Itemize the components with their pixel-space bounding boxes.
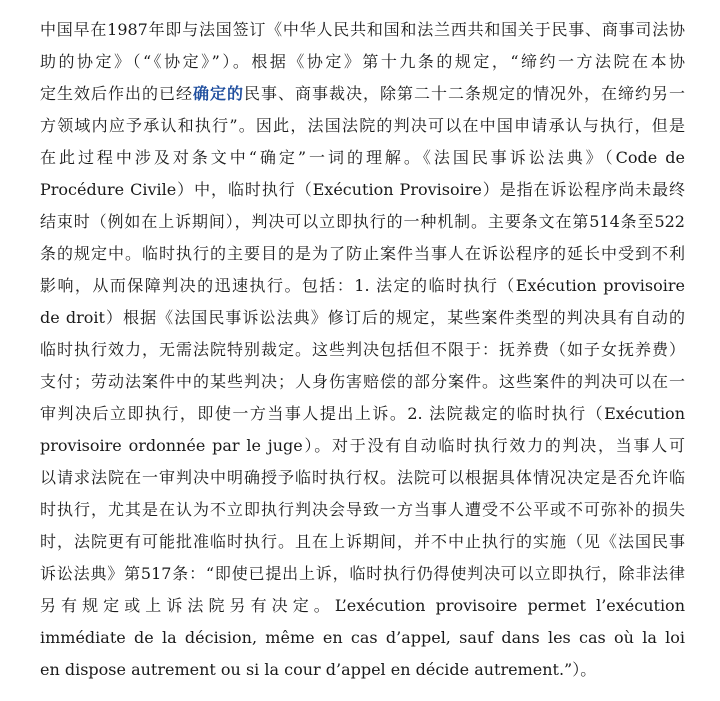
text-line: [40, 558, 685, 590]
text-line: [40, 206, 685, 238]
text-line: [40, 590, 685, 622]
text-line: [40, 270, 685, 302]
text-segment: 方领域内应予承认和执行”。因此，法国法院的判决可以在中国申请承认与执行，但是: [40, 116, 685, 135]
text-line: [40, 110, 685, 142]
text-segment: en dispose autrement ou si la cour d’appel en décide autrement.”）。: [40, 660, 597, 679]
text-segment: 助的协定》（“《协定》”）。根据《协定》第十九条的规定，“缔约一方法院在本协: [40, 52, 685, 71]
text-line: [40, 334, 685, 366]
text-segment: 审判决后立即执行，即使一方当事人提出上诉。2. 法院裁定的临时执行（Exécution: [40, 404, 685, 423]
text-line: [40, 462, 685, 494]
text-line: [40, 622, 685, 654]
text-segment: de droit）根据《法国民事诉讼法典》修订后的规定，某些案件类型的判决具有自动的: [40, 308, 685, 327]
text-line: [40, 654, 685, 686]
text-line: [40, 14, 685, 46]
text-segment: 民事、商事裁决，除第二十二条规定的情况外，在缔约另一: [244, 84, 685, 103]
text-line: [40, 174, 685, 206]
text-line: [40, 430, 685, 462]
text-segment: 时执行，尤其是在认为不立即执行判决会导致一方当事人遭受不公平或不可弥补的损失: [40, 500, 685, 519]
text-line: [40, 526, 685, 558]
text-line: [40, 142, 685, 174]
text-segment: 在此过程中涉及对条文中“确定”一词的理解。《法国民事诉讼法典》（Code de: [40, 148, 685, 167]
document-body: [40, 14, 685, 686]
text-segment: 定生效后作出的已经: [40, 84, 193, 103]
text-segment: 支付；劳动法案件中的某些判决；人身伤害赔偿的部分案件。这些案件的判决可以在一: [40, 372, 685, 391]
text-line: [40, 46, 685, 78]
text-segment: 另有规定或上诉法院另有决定。L’exécution provisoire permet l’exécution: [40, 596, 685, 615]
text-line: [40, 366, 685, 398]
text-line: [40, 494, 685, 526]
text-segment: 以请求法院在一审判决中明确授予临时执行权。法院可以根据具体情况决定是否允许临: [40, 468, 685, 487]
highlighted-term: 确定的: [193, 84, 244, 103]
text-segment: 临时执行效力，无需法院特别裁定。这些判决包括但不限于：抚养费（如子女抚养费）: [40, 340, 685, 359]
text-segment: immédiate de la décision, même en cas d’appel, sauf dans les cas où la loi: [40, 628, 685, 647]
text-segment: 中国早在1987年即与法国签订《中华人民共和国和法兰西共和国关于民事、商事司法协: [40, 20, 685, 39]
text-segment: 条的规定中。临时执行的主要目的是为了防止案件当事人在诉讼程序的延长中受到不利: [40, 244, 685, 263]
text-segment: Procédure Civile）中，临时执行（Exécution Provisoire）是指在诉讼程序尚未最终: [40, 180, 685, 199]
text-segment: 影响，从而保障判决的迅速执行。包括：1. 法定的临时执行（Exécution provisoire: [40, 276, 685, 295]
text-segment: 诉讼法典》第517条：“即使已提出上诉，临时执行仍得使判决可以立即执行，除非法律: [40, 564, 685, 583]
text-line: [40, 398, 685, 430]
text-segment: provisoire ordonnée par le juge）。对于没有自动临时执行效力的判决，当事人可: [40, 436, 685, 455]
text-segment: 结束时（例如在上诉期间），判决可以立即执行的一种机制。主要条文在第514条至522: [40, 212, 685, 231]
text-line: [40, 78, 685, 110]
text-line: [40, 238, 685, 270]
text-segment: 时，法院更有可能批准临时执行。且在上诉期间，并不中止执行的实施（见《法国民事: [40, 532, 685, 551]
text-line: [40, 302, 685, 334]
